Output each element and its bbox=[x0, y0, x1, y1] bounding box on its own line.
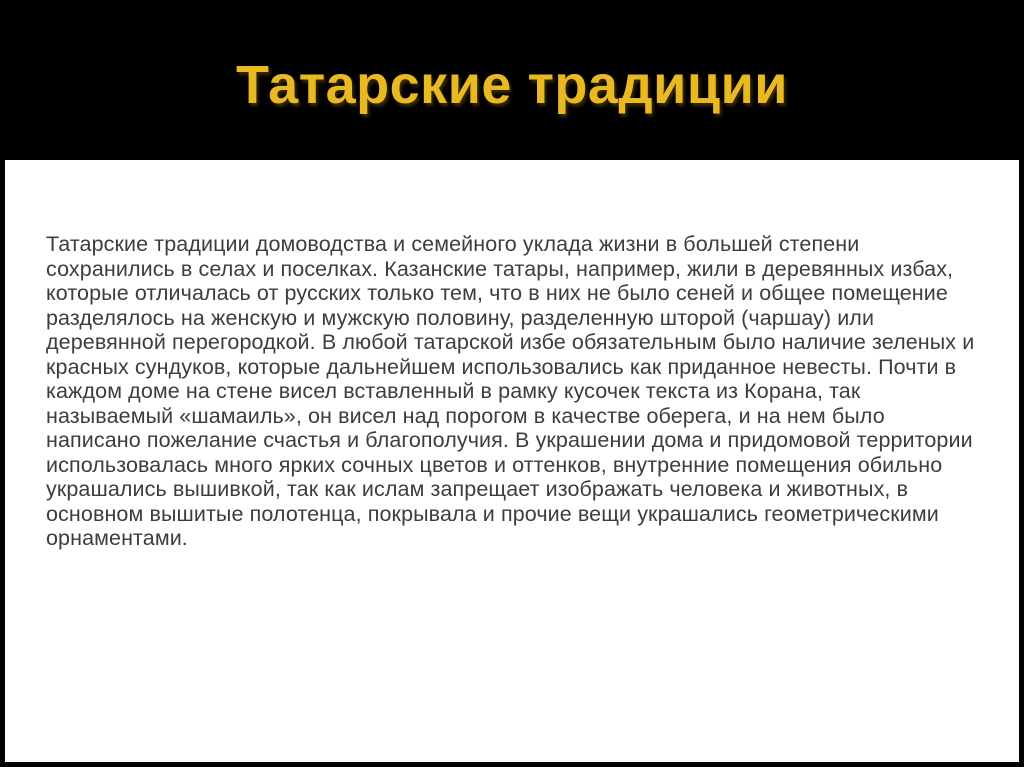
title-bar bbox=[0, 0, 1024, 160]
content-panel bbox=[5, 160, 1019, 762]
slide-title: Татарские традиции bbox=[236, 55, 788, 115]
body-paragraph: Татарские традиции домоводства и семейного уклада жизни в большей степени сохранились в селах и поселках. Казанские татары, например, жили в деревянных избах, которые отличалась от русских только тем, что в них не было сеней и общее помещение разделялось на женскую и мужскую половину, разделенную шторой (чаршау) или деревянной перегородкой. В любой татарской избе обязательным было наличие зеленых и красных сундуков, которые дальнейшем использовались как приданное невесты. Почти в каждом доме на стене висел вставленный в рамку кусочек текста из Корана, так называемый «шамаиль», он висел над порогом в качестве оберега, и на нем было написано пожелание счастья и благополучия. В украшении дома и придомовой территории использовалась много ярких сочных цветов и оттенков, внутренние помещения обильно украшались вышивкой, так как ислам запрещает изображать человека и животных, в основном вышитые полотенца, покрывала и прочие вещи украшались геометрическими орнаментами. bbox=[46, 232, 975, 550]
